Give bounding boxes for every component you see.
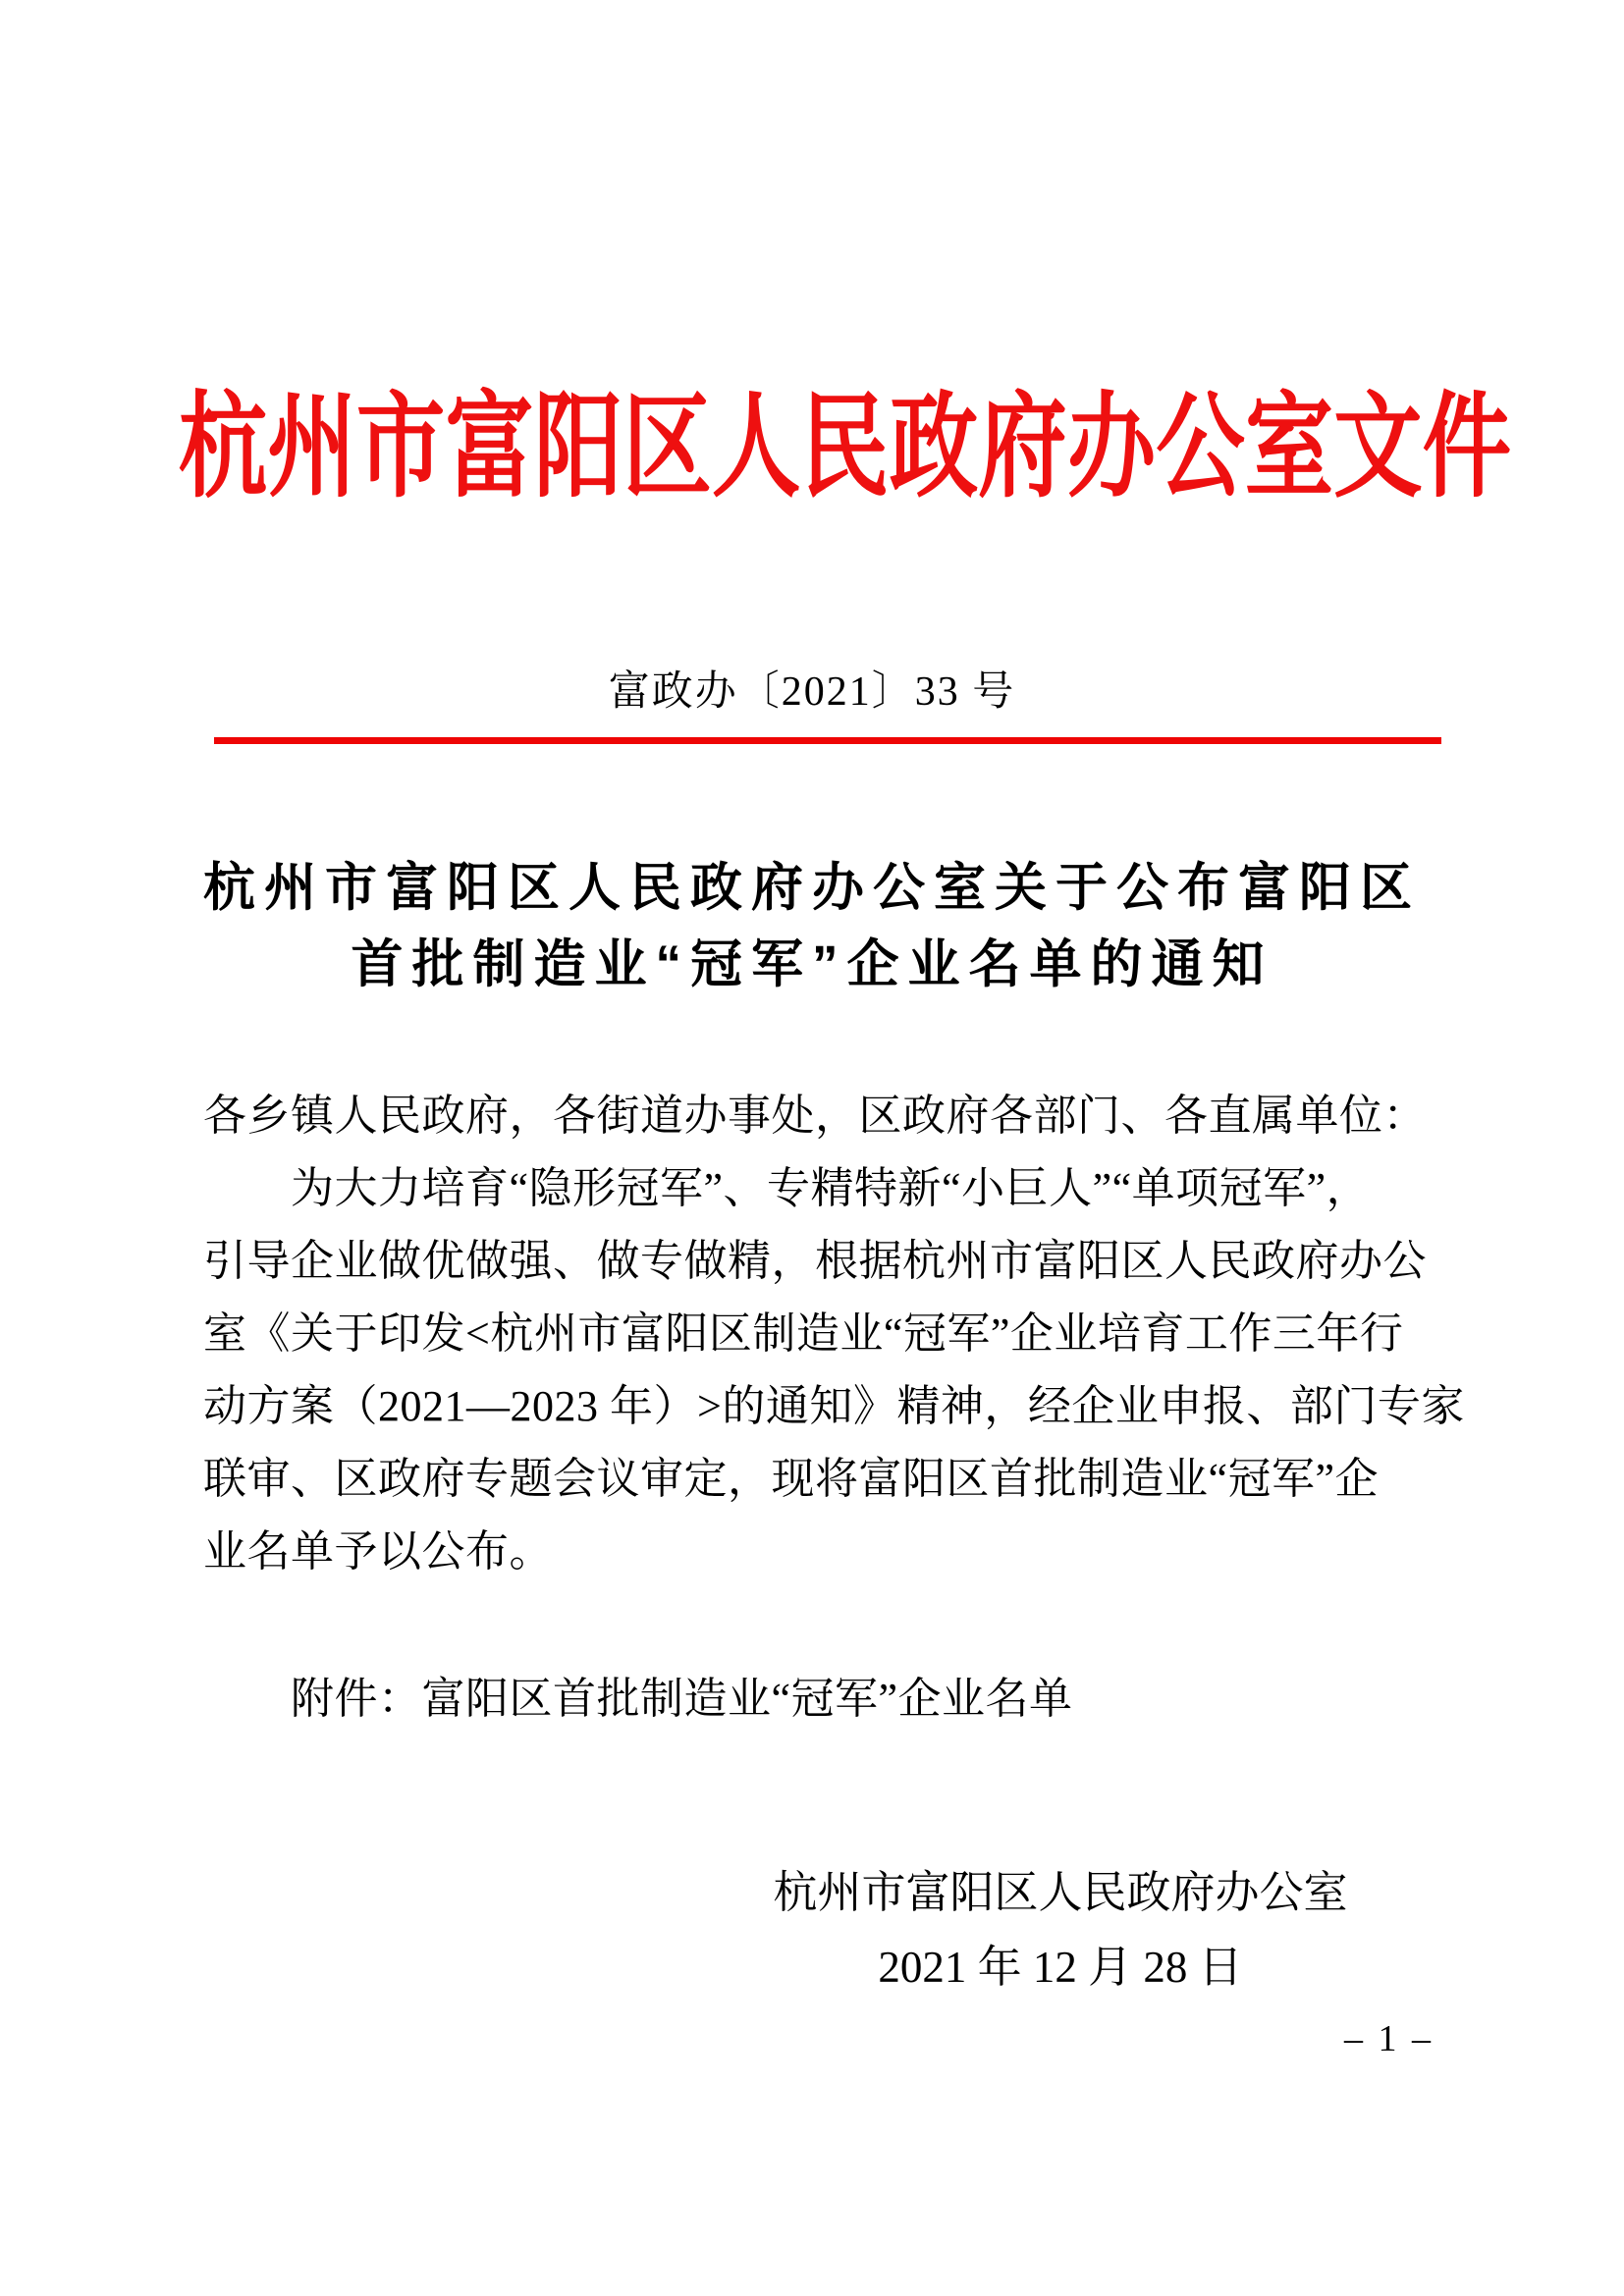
body-line: 动方案（2021—2023 年）>的通知》精神，经企业申报、部门专家 <box>203 1382 1465 1430</box>
body-line: 为大力培育“隐形冠军”、专精特新“小巨人”“单项冠军”， <box>291 1164 1371 1212</box>
body-line: 室《关于印发<杭州市富阳区制造业“冠军”企业培育工作三年行 <box>203 1309 1404 1358</box>
page-number: – 1 – <box>1344 2018 1434 2059</box>
letterhead-divider <box>214 737 1441 744</box>
notice-title-line2: 首批制造业“冠军”企业名单的通知 <box>351 935 1273 993</box>
body-line: 业名单予以公布。 <box>203 1527 553 1575</box>
notice-title-line1: 杭州市富阳区人民政府办公室关于公布富阳区 <box>203 859 1421 917</box>
notice-title <box>0 850 1624 1003</box>
notice-date: 2021 年 12 月 28 日 <box>878 1943 1243 1992</box>
letterhead-title: 杭州市富阳区人民政府办公室文件 <box>178 386 1512 511</box>
signature-block <box>771 1855 1350 2004</box>
attachment-line: 附件：富阳区首批制造业“冠军”企业名单 <box>291 1675 1073 1723</box>
body-line: 引导企业做优做强、做专做精，根据杭州市富阳区人民政府办公 <box>203 1237 1427 1285</box>
signer-name: 杭州市富阳区人民政府办公室 <box>773 1868 1348 1917</box>
doc-number: 富政办〔2021〕33 号 <box>608 669 1016 715</box>
notice-body <box>203 1080 1465 1588</box>
body-line: 各乡镇人民政府，各街道办事处，区政府各部门、各直属单位： <box>203 1092 1427 1140</box>
body-line: 联审、区政府专题会议审定，现将富阳区首批制造业“冠军”企 <box>203 1455 1380 1503</box>
